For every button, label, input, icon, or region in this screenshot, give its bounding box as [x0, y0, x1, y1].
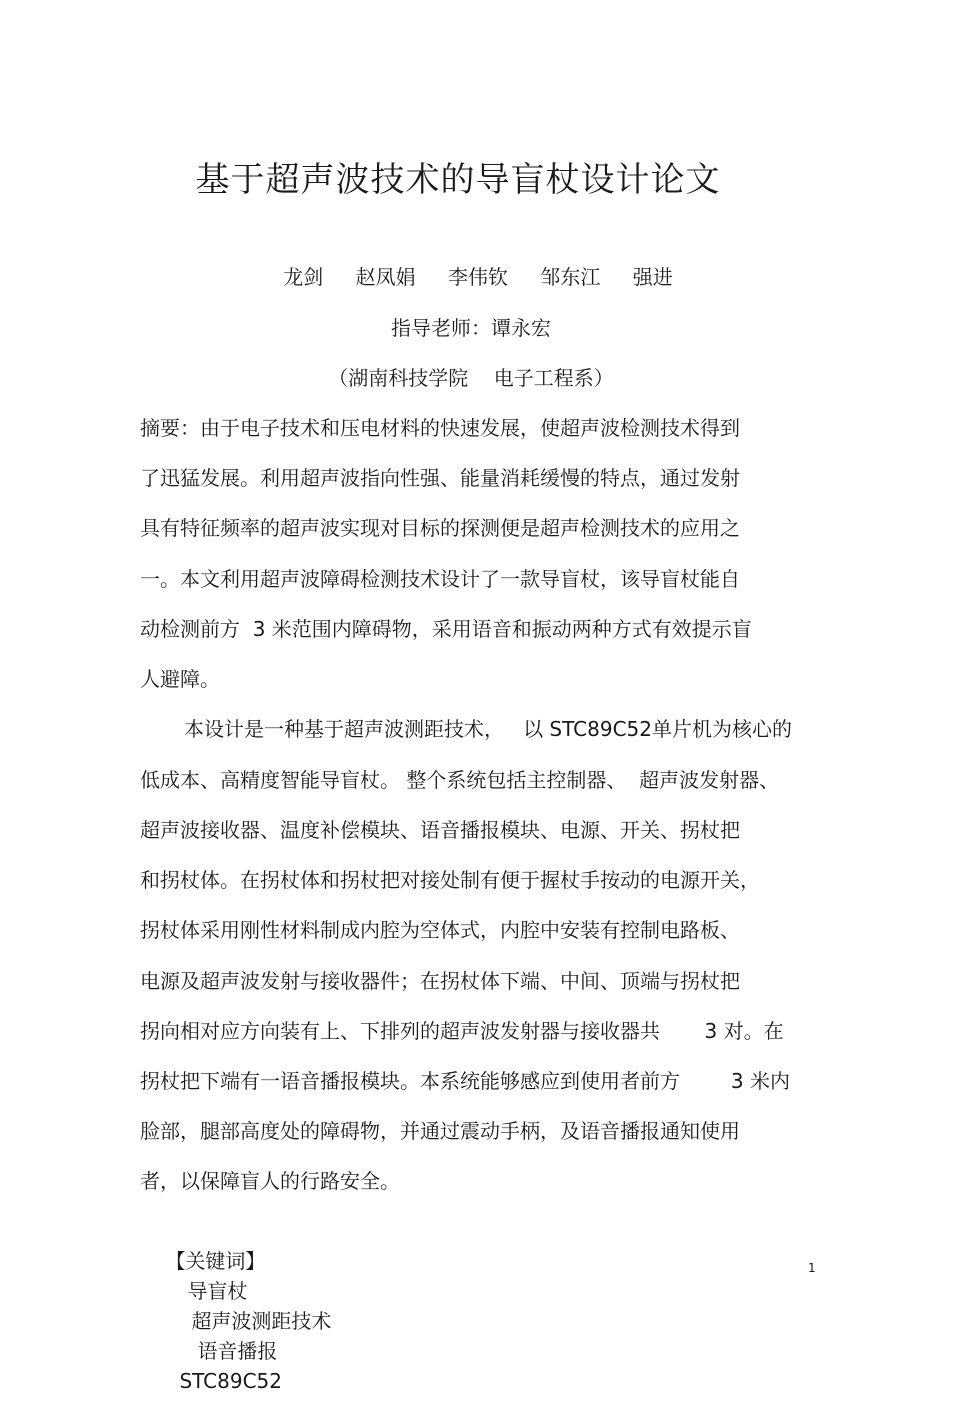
author-name: 龙剑	[283, 265, 324, 289]
advisor-line: 指导老师：谭永宏	[391, 316, 551, 340]
keywords-label: 【关键词】	[165, 1249, 266, 1273]
abstract-line: 了迅猛发展。利用超声波指向性强、能量消耗缓慢的特点，通过发射	[140, 466, 740, 490]
body-line: 脸部，腿部高度处的障碍物，并通过震动手柄，及语音播报通知使用	[140, 1119, 740, 1143]
page-number: 1	[808, 1261, 816, 1275]
abstract-line: 人避障。	[140, 667, 220, 691]
author-list	[0, 262, 956, 292]
author-name: 李伟钦	[448, 265, 508, 289]
author-name: 赵凤娟	[355, 265, 416, 289]
body-line: 本设计是一种基于超声波测距技术， 以 STC89C52单片机为核心的	[184, 717, 792, 741]
body-line: 拐杖体采用刚性材料制成内腔为空体式，内腔中安装有控制电路板、	[140, 918, 740, 942]
author-name: 邹东江	[540, 265, 601, 289]
paper-title: 基于超声波技术的导盲杖设计论文	[195, 160, 721, 200]
body-line: 超声波接收器、温度补偿模块、语音播报模块、电源、开关、拐杖把	[140, 818, 740, 842]
body-line: 拐杖把下端有一语音播报模块。本系统能够感应到使用者前方 3 米内	[140, 1069, 790, 1093]
abstract-line: 一。本文利用超声波障碍检测技术设计了一款导盲杖，该导盲杖能自	[140, 567, 740, 591]
author-name: 强进	[632, 265, 673, 289]
abstract-line: 摘要：由于电子技术和压电材料的快速发展，使超声波检测技术得到	[140, 416, 740, 440]
keywords-line	[140, 1216, 331, 1426]
keyword: 超声波测距技术	[191, 1309, 332, 1333]
abstract-line: 动检测前方 3 米范围内障碍物，采用语音和振动两种方式有效提示盲	[140, 617, 752, 641]
body-line: 者，以保障盲人的行路安全。	[140, 1169, 400, 1193]
body-line: 低成本、高精度智能导盲杖。 整个系统包括主控制器、 超声波发射器、	[140, 768, 780, 792]
body-line: 拐向相对应方向装有上、下排列的超声波发射器与接收器共 3 对。在	[140, 1019, 784, 1043]
body-line: 电源及超声波发射与接收器件；在拐杖体下端、中间、顶端与拐杖把	[140, 969, 740, 993]
affiliation-line: （湖南科技学院 电子工程系）	[328, 366, 614, 390]
body-line: 和拐杖体。在拐杖体和拐杖把对接处制有便于握杖手按动的电源开关，	[140, 868, 760, 892]
keyword: STC89C52	[179, 1369, 283, 1393]
abstract-line: 具有特征频率的超声波实现对目标的探测便是超声检测技术的应用之	[140, 516, 740, 540]
keyword: 语音播报	[197, 1339, 278, 1363]
keyword: 导盲杖	[187, 1279, 248, 1303]
